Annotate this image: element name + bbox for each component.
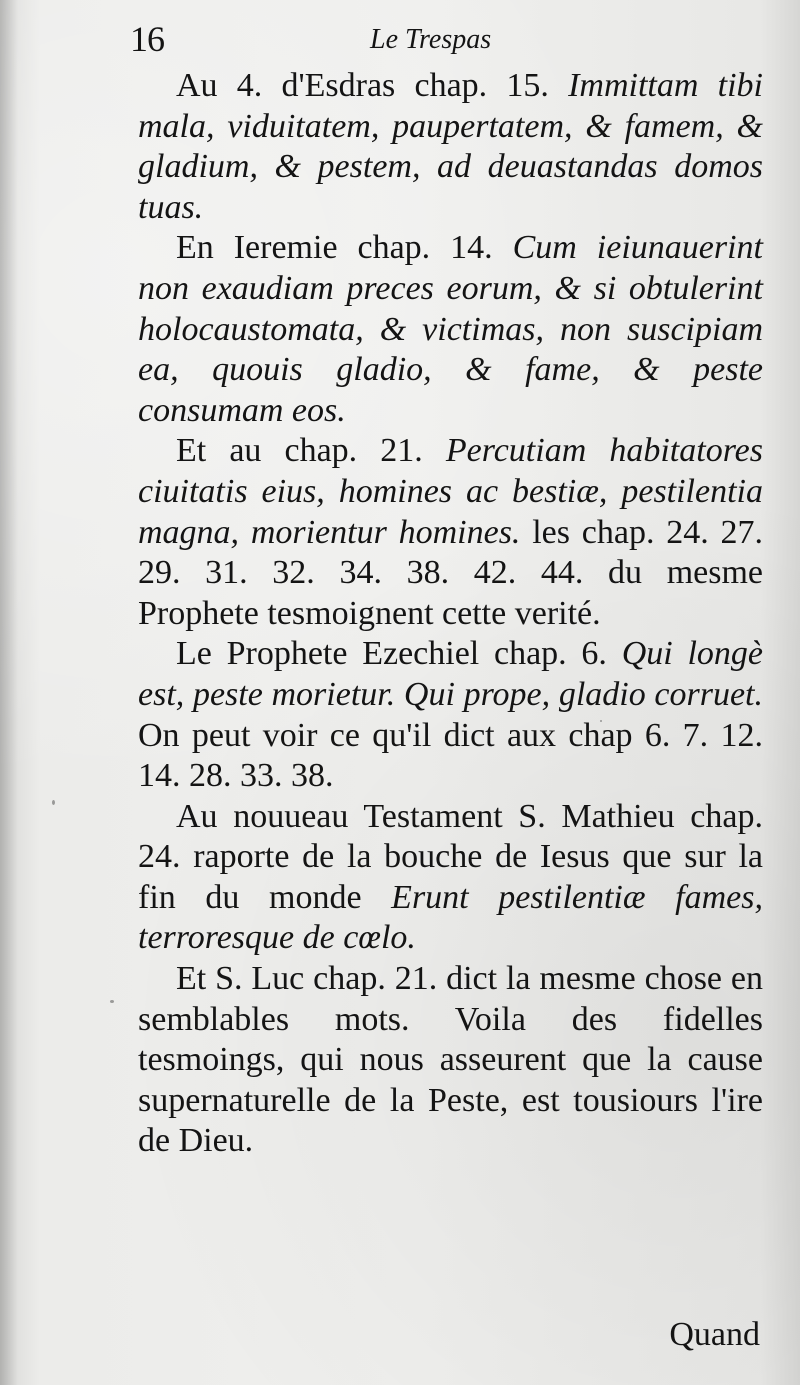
text-run: Et S. Luc chap. 21. dict la mesme chose en semblables mots. Voila des fidelles tesmoings, qui nous asseurent que la cause supernaturelle de la Peste, est tousiours l'ire de Dieu. [138, 960, 763, 1160]
latin-quotation: Percutiam habitatores ciuitatis eius, homines ac bestiæ, pestilentia magna, morientur homines. [138, 432, 763, 551]
gutter-shadow [0, 0, 18, 1385]
text-run: Au 4. d'Esdras chap. 15. [176, 67, 569, 104]
text-run: On peut voir ce qu'il dict aux chap 6. 7. 12. 14. 28. 33. 38. [138, 716, 763, 795]
paragraph [138, 228, 763, 431]
latin-quotation: Immittam tibi mala, viduitatem, paupertatem, & famem, & gladium, & pestem, ad deuastandas domos tuas. [138, 67, 763, 226]
text-run: Et au chap. 21. [176, 432, 446, 470]
text-run: Le Prophete Ezechiel chap. 6. [176, 635, 622, 673]
text-run: En Ieremie chap. 14. [176, 229, 513, 267]
text-run: Au nouueau Testament S. Mathieu chap. 24. raporte de la bouche de Iesus que sur la fin du monde [138, 797, 763, 916]
latin-quotation: Qui longè est, peste morietur. Qui prope, gladio corruet. [138, 635, 763, 713]
latin-quotation: Erunt pestilentiæ fames, terroresque de cœlo. [138, 878, 764, 957]
paragraph [138, 797, 763, 959]
latin-quotation: Cum ieiunauerint non exaudiam preces eorum, & si obtulerint holocaustomata, & victimas, non suscipiam ea, quouis gladio, & fame, & peste consumam eos. [138, 229, 763, 429]
paragraph [138, 634, 763, 796]
paragraph [138, 959, 763, 1162]
paragraph [138, 431, 763, 634]
paragraph [138, 66, 763, 228]
paper-speck [600, 720, 602, 722]
paper-speck [52, 800, 55, 805]
running-head [130, 18, 760, 66]
page-number: 16 [130, 19, 164, 59]
catchword: Quand [669, 1316, 760, 1353]
body-text [138, 66, 763, 1162]
running-title: Le Trespas [370, 24, 492, 55]
text-run: les chap. 24. 27. 29. 31. 32. 34. 38. 42. 44. du mesme Prophete tesmoignent cette verité. [138, 513, 763, 632]
paper-speck [110, 1000, 114, 1003]
